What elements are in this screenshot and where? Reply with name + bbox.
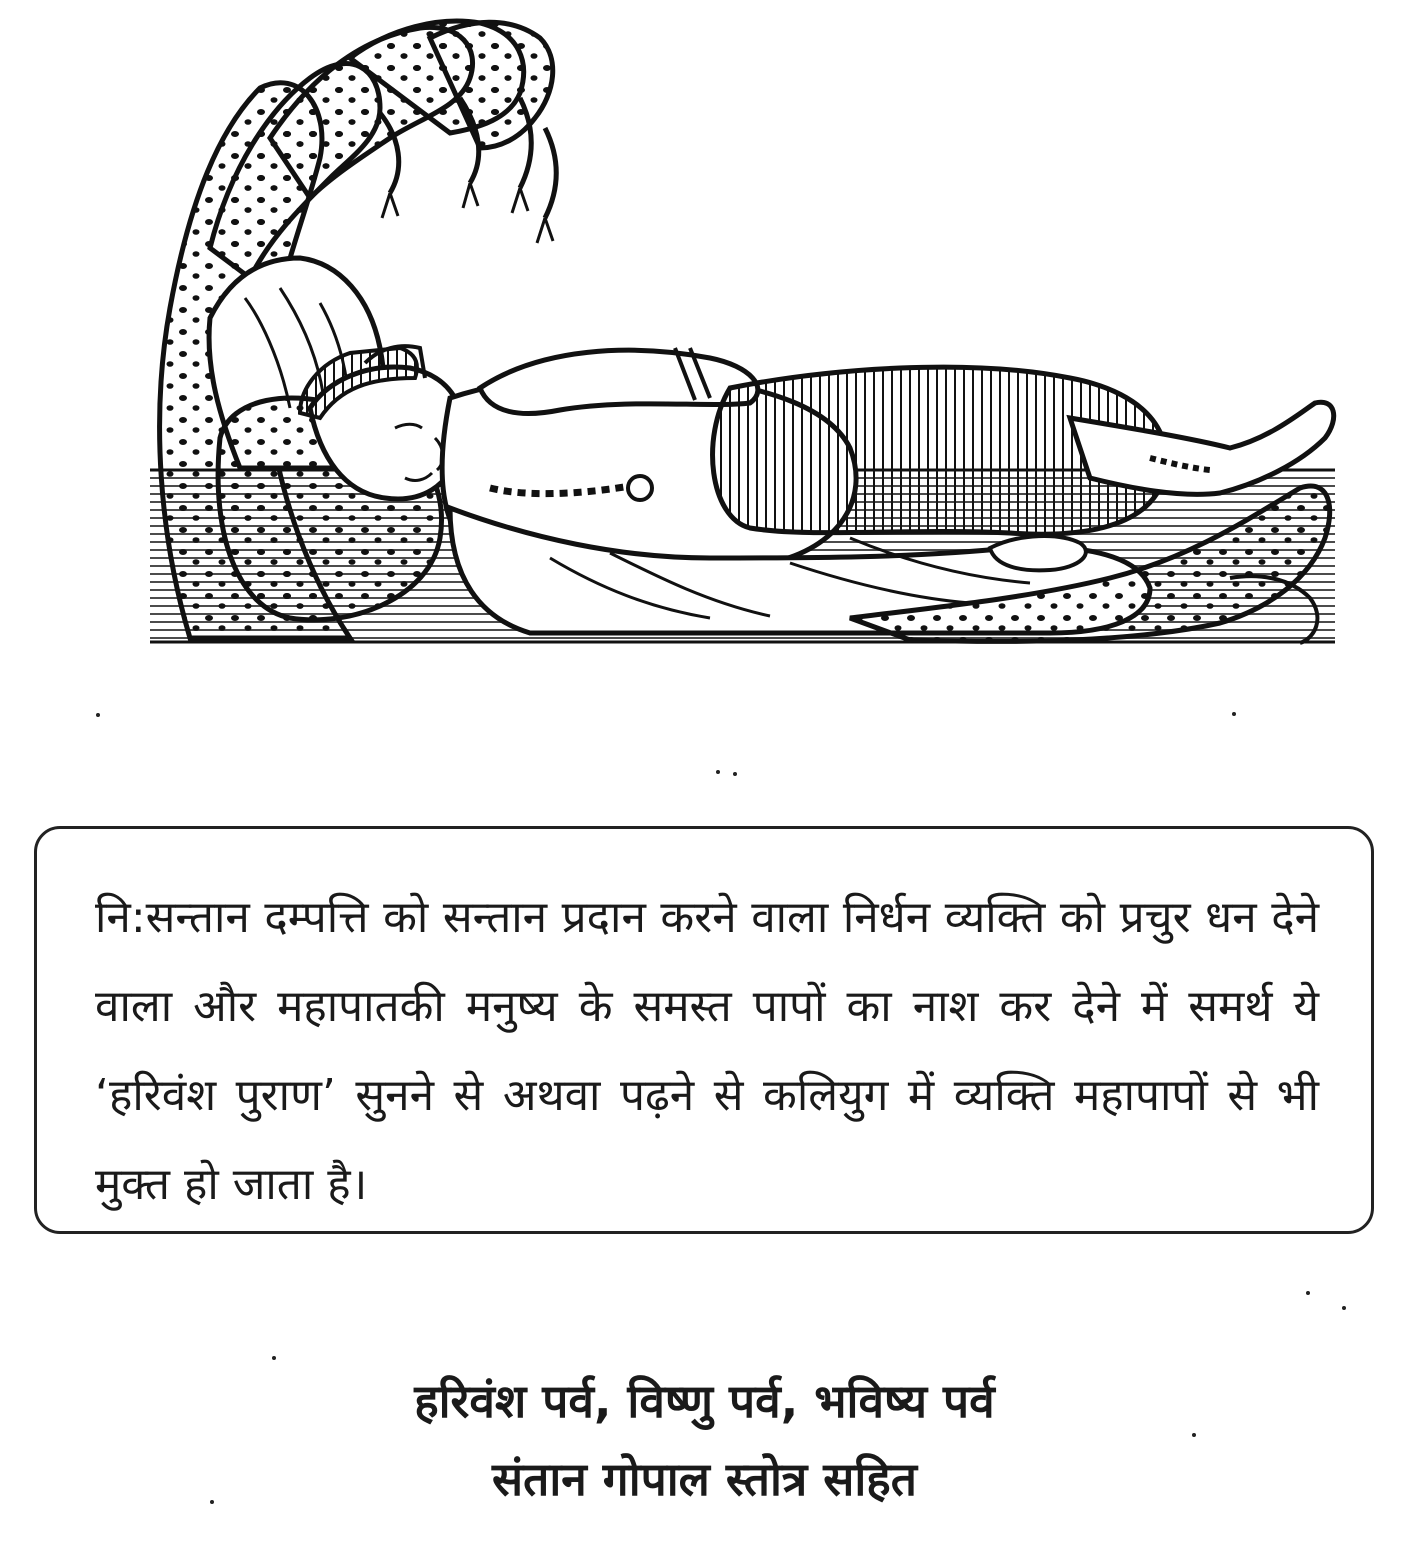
description-text: नि:सन्तान दम्पत्ति को सन्तान प्रदान करने वाला निर्धन व्यक्ति को प्रचुर धन देने वाला और महापातकी मनुष्य के समस्त पापों का नाश कर देने में समर्थ ये ‘हरिवंश पुराण’ सुनने से अथवा पढ़ने से कलियुग में व्यक्ति महापापों से भी मुक्त हो जाता है।	[95, 892, 1319, 1210]
stotra-heading: संतान गोपाल स्तोत्र सहित	[492, 1452, 917, 1506]
scan-speck	[96, 713, 100, 717]
scan-speck	[716, 770, 720, 774]
scan-speck	[1306, 1291, 1310, 1295]
scan-speck	[1342, 1306, 1346, 1310]
reclining-figure-on-serpent-illustration	[150, 18, 1340, 648]
scan-speck	[1232, 712, 1236, 716]
description-box	[34, 826, 1374, 1234]
sections-heading: हरिवंश पर्व, विष्णु पर्व, भविष्य पर्व	[414, 1374, 995, 1428]
scan-speck	[272, 1356, 276, 1360]
scan-speck	[733, 772, 737, 776]
subtitle-block	[0, 1362, 1409, 1518]
